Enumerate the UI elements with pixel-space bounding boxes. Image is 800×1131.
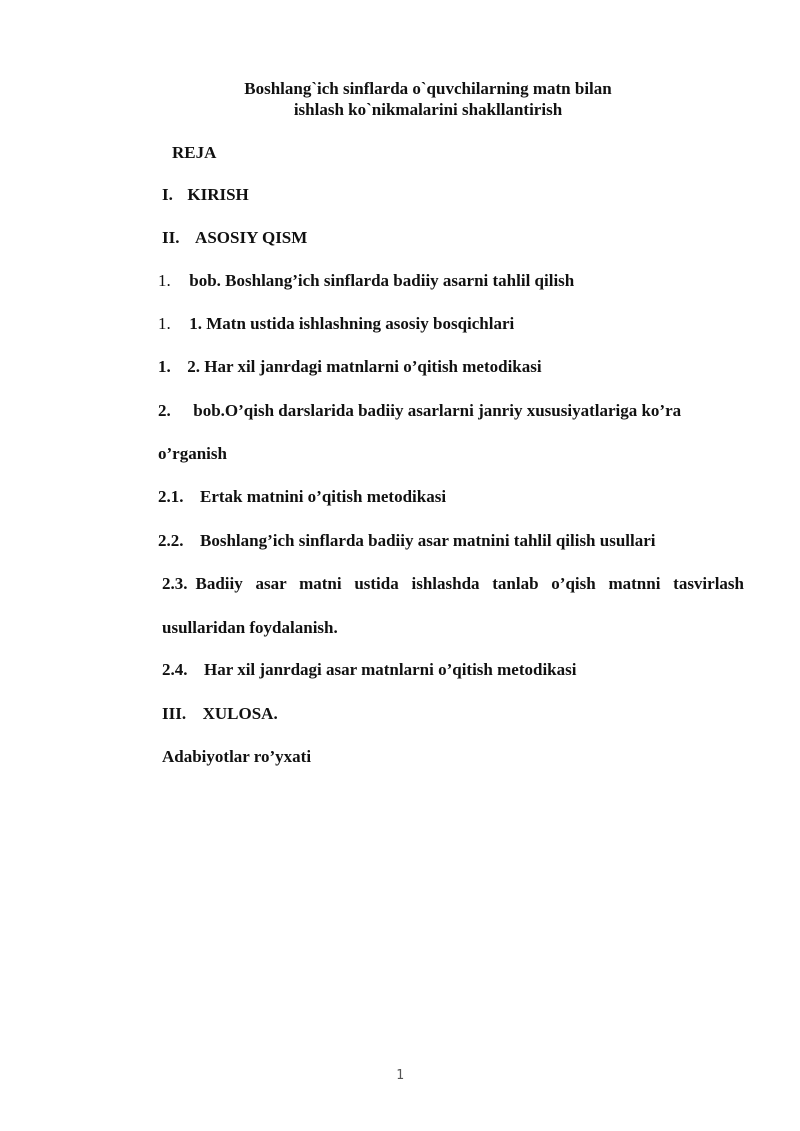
item-number: 2.4. [162,660,188,679]
item-number: 1. [158,271,171,290]
item-text: Boshlang’ich sinflarda badiiy asar matnini tahlil qilish usullari [200,531,656,550]
plan-item-continuation [158,443,227,465]
item-text: 1. Matn ustida ishlashning asosiy bosqichlari [189,314,515,333]
item-text: bob.O’qish darslarida badiiy asarlarni janriy xususiyatlariga ko’ra [193,401,682,420]
item-number: II. [162,228,180,247]
plan-item [162,659,576,681]
plan-item [162,184,249,206]
item-number: 2.1. [158,487,184,506]
item-number: 1. [158,314,171,333]
item-text: 2. Har xil janrdagi matnlarni o’qitish metodikasi [187,357,542,376]
page-number: 1 [396,1068,404,1083]
item-text: Ertak matnini o’qitish metodikasi [200,487,447,506]
item-text: XULOSA. [202,704,278,723]
item-number: III. [162,704,187,723]
document-title [0,78,800,120]
plan-item [158,313,514,335]
item-text: o’rganish [158,444,227,463]
item-text: Adabiyotlar ro’yxati [162,747,312,766]
plan-item [158,270,574,292]
plan-item [162,746,311,768]
item-text: bob. Boshlang’ich sinflarda badiiy asarni tahlil qilish [189,271,575,290]
plan-item [158,486,446,508]
item-number: I. [162,185,173,204]
item-text: ASOSIY QISM [195,228,308,247]
plan-item-continuation [162,617,338,639]
title-line-2: ishlash ko`nikmalarini shakllantirish [293,100,563,119]
item-text: usullaridan foydalanish. [162,618,338,637]
item-number: 2.2. [158,531,184,550]
plan-heading: REJA [172,143,217,162]
item-text: KIRISH [187,185,249,204]
plan-item [162,703,278,725]
plan-item [162,227,307,249]
title-line-1: Boshlang`ich sinflarda o`quvchilarning matn bilan [244,79,612,98]
plan-item [158,400,681,422]
plan-item [158,530,656,552]
plan-item [158,356,542,378]
item-text: Badiiy asar matni ustida ishlashda tanlab o’qish matnni tasvirlash [195,574,744,593]
plan-item [162,573,744,595]
item-number: 2.3. [162,574,188,593]
item-number: 2. [158,401,171,420]
item-number: 1. [158,357,171,376]
item-text: Har xil janrdagi asar matnlarni o’qitish metodikasi [204,660,577,679]
